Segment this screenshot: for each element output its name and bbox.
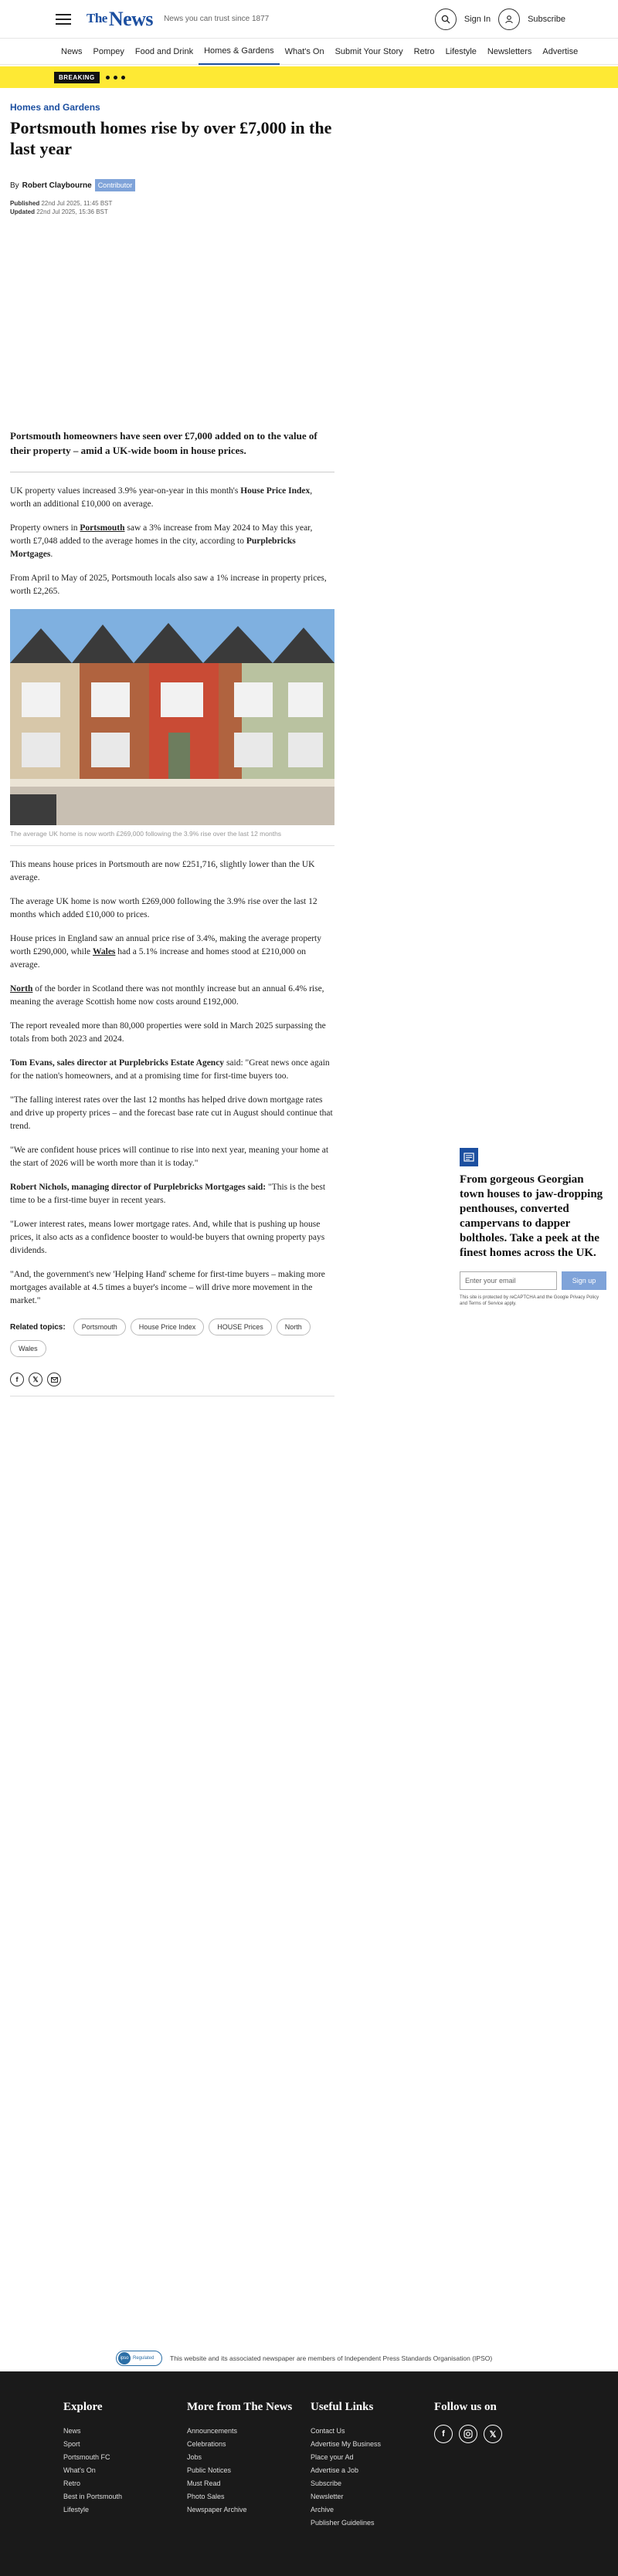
footer-link[interactable]: Sport [63,2440,80,2448]
recaptcha-notice: This site is protected by reCAPTCHA and the Google Privacy Policy and Terms of Service apply. [460,1295,599,1306]
ipso-logo[interactable] [116,2351,162,2366]
footer-useful-links [311,2401,434,2576]
ad-placeholder [10,216,334,428]
paragraph: Robert Nichols, managing director of Purplebricks Mortgages said: "This is the best time to be a first-time buyer in recent years. [10,1183,326,1205]
published-label: Published [10,200,40,207]
footer-link[interactable]: Place your Ad [311,2453,354,2461]
footer-link[interactable]: Portsmouth FC [63,2453,110,2461]
quote-speaker: Tom Evans, sales director at Purplebricks Estate Agency [10,1058,225,1068]
x-icon[interactable]: 𝕏 [484,2425,502,2443]
footer-link[interactable]: Lifestyle [63,2506,90,2513]
footer-explore-title: Explore [63,2401,103,2413]
paragraph: "We are confident house prices will continue to rise into next year, meaning your home at the start of 2026 will be worth more than it is today." [10,1146,329,1168]
footer-more [187,2401,311,2576]
topic-chip[interactable]: HOUSE Prices [209,1318,272,1335]
email-icon[interactable] [47,1373,61,1386]
footer-link[interactable]: Retro [63,2480,81,2487]
link-house-price-index[interactable]: House Price Index [240,486,311,496]
subscribe-link[interactable]: Subscribe [528,14,565,24]
paragraph: The report revealed more than 80,000 properties were sold in March 2025 surpassing the totals from both 2023 and 2024. [10,1021,326,1044]
footer-link[interactable]: News [63,2427,81,2435]
site-header [0,0,618,39]
ipso-bar [0,2345,618,2371]
loading-dots-icon [106,76,125,80]
image-caption: The average UK home is now worth £269,000 following the 3.9% rise over the last 12 months [10,830,334,846]
paragraph: "And, the government's new 'Helping Hand' scheme for first-time buyers – making more mortgages available at 4.5 times a buyer's income – will drive more movement in the market." [10,1270,325,1305]
paragraph: The average UK home is now worth £269,000 following the 3.9% rise over the last 12 months which added £10,000 to prices. [10,897,317,919]
link-portsmouth[interactable]: Portsmouth [80,523,125,533]
menu-icon[interactable] [56,14,71,25]
main-nav [0,39,618,65]
footer-link[interactable]: Advertise My Business [311,2440,382,2448]
tagline: News you can trust since 1877 [164,15,270,23]
updated-date [10,208,334,216]
footer-link[interactable]: Celebrations [187,2440,226,2448]
link-purplebricks-mortgages[interactable]: Purplebricks Mortgages [10,537,296,559]
footer-link[interactable]: Public Notices [187,2466,232,2474]
user-icon[interactable] [498,8,520,30]
footer-link[interactable]: Announcements [187,2427,238,2435]
breaking-bar[interactable] [0,66,618,88]
x-icon[interactable]: 𝕏 [29,1373,42,1386]
published-value: 22nd Jul 2025, 11:45 BST [41,200,113,207]
article-headline: Portsmouth homes rise by over £7,000 in the last year [10,118,332,158]
byline-by: By [10,181,19,190]
signup-form [460,1271,606,1290]
article [10,102,334,1396]
nav-food-and-drink[interactable]: Food and Drink [134,46,194,56]
nav-advertise[interactable]: Advertise [542,46,579,56]
footer-link[interactable]: Archive [311,2506,334,2513]
facebook-icon[interactable]: f [10,1373,24,1386]
breaking-label: BREAKING [54,72,100,83]
paragraph: Tom Evans, sales director at Purplebricks Estate Agency said: "Great news once again for the nation's homeowners, and at a promising time for first-time buyers too. [10,1058,330,1081]
site-footer [0,2371,618,2576]
link-wales[interactable]: Wales [93,947,116,956]
paragraph: From April to May of 2025, Portsmouth locals also saw a 1% increase in property prices, worth £2,265. [10,574,327,596]
promo-title: From gorgeous Georgian town houses to jaw-dropping penthouses, converted campervans to dapper boltholes. Take a peek at the finest homes across the UK. [460,1173,603,1259]
paragraph: "The falling interest rates over the last 12 months has helped drive down mortgage rates and drive up property prices – and the forecast base rate cut in August should continue that trend. [10,1095,333,1131]
footer-link[interactable]: Advertise a Job [311,2466,359,2474]
nav-homes-gardens[interactable]: Homes & Gardens [199,39,279,65]
nav-whats-on[interactable]: What's On [284,46,324,56]
footer-link[interactable]: Subscribe [311,2480,342,2487]
site-logo[interactable] [87,8,153,31]
footer-link[interactable]: Contact Us [311,2427,345,2435]
article-image[interactable] [10,609,334,825]
search-icon[interactable] [435,8,457,30]
nav-newsletters[interactable]: Newsletters [487,46,532,56]
related-topics-label: Related topics: [10,1322,66,1332]
topic-chip[interactable]: House Price Index [131,1318,205,1335]
footer-link[interactable]: Jobs [187,2453,202,2461]
related-topics [10,1318,334,1357]
footer-link[interactable]: Publisher Guidelines [311,2519,375,2527]
section-label[interactable]: Homes and Gardens [10,102,100,113]
footer-link[interactable]: Newspaper Archive [187,2506,247,2513]
paragraph: UK property values increased 3.9% year-on-year in this month's House Price Index, worth an additional £10,000 on average. [10,486,313,509]
ipso-icon: ipso [118,2352,131,2364]
topic-chip[interactable]: North [277,1318,311,1335]
share-bar [10,1373,334,1396]
topic-chip[interactable]: Portsmouth [73,1318,126,1335]
sign-in-link[interactable]: Sign In [464,14,491,24]
link-north[interactable]: North [10,984,33,994]
footer-explore [63,2401,187,2576]
footer-link[interactable]: Photo Sales [187,2493,225,2500]
ipso-badge-text: Regulated [133,2356,154,2361]
updated-label: Updated [10,208,35,215]
nav-lifestyle[interactable]: Lifestyle [445,46,477,56]
ipso-text: This website and its associated newspaper are members of Independent Press Standards Organisation (IPSO) [170,2354,493,2362]
facebook-icon[interactable]: f [434,2425,453,2443]
logo-name: News [108,7,154,30]
footer-link[interactable]: Best in Portsmouth [63,2493,123,2500]
nav-news[interactable]: News [61,46,83,56]
byline [10,179,334,191]
footer-link[interactable]: Newsletter [311,2493,344,2500]
standfirst: Portsmouth homeowners have seen over £7,000 added on to the value of their property – amid a UK-wide boom in house prices. [10,428,334,472]
paragraph: This means house prices in Portsmouth are now £251,716, slightly lower than the UK average. [10,860,315,882]
instagram-icon[interactable] [459,2425,477,2443]
nav-pompey[interactable]: Pompey [93,46,124,56]
published-date [10,199,334,208]
logo-the: The [87,10,107,25]
signup-button[interactable]: Sign up [562,1271,606,1290]
newsletter-icon [460,1148,478,1166]
paragraph: North of the border in Scotland there was not monthly increase but an annual 6.4% rise, meaning the average Scottish home now costs around £192,000. [10,984,324,1007]
footer-links-title: Useful Links [311,2401,374,2413]
topic-chip[interactable]: Wales [10,1340,46,1357]
footer-follow [434,2401,558,2576]
newsletter-promo [460,1148,606,1307]
footer-more-title: More from The News [187,2401,293,2413]
footer-follow-title: Follow us on [434,2401,497,2413]
author-name[interactable]: Robert Claybourne [22,181,92,190]
nav-retro[interactable]: Retro [413,46,435,56]
paragraph: House prices in England saw an annual price rise of 3.4%, making the average property worth £290,000, while Wales had a 5.1% increase and homes stood at £210,000 on average. [10,934,321,970]
email-field[interactable]: Enter your email [460,1271,557,1290]
author-role-badge: Contributor [95,179,136,191]
updated-value: 22nd Jul 2025, 15:36 BST [36,208,108,215]
footer-link[interactable]: Must Read [187,2480,221,2487]
quote-speaker: Robert Nichols, managing director of Purplebricks Mortgages said: [10,1183,267,1192]
paragraph: Property owners in Portsmouth saw a 3% increase from May 2024 to May this year, worth £7,048 added to the average homes in the city, according to Purplebricks Mortgages. [10,523,313,559]
nav-submit-story[interactable]: Submit Your Story [334,46,403,56]
footer-link[interactable]: What's On [63,2466,96,2474]
paragraph: "Lower interest rates, means lower mortgage rates. And, while that is pushing up house prices, it also acts as a confidence booster to would-be buyers that owning property pays dividends. [10,1220,325,1255]
